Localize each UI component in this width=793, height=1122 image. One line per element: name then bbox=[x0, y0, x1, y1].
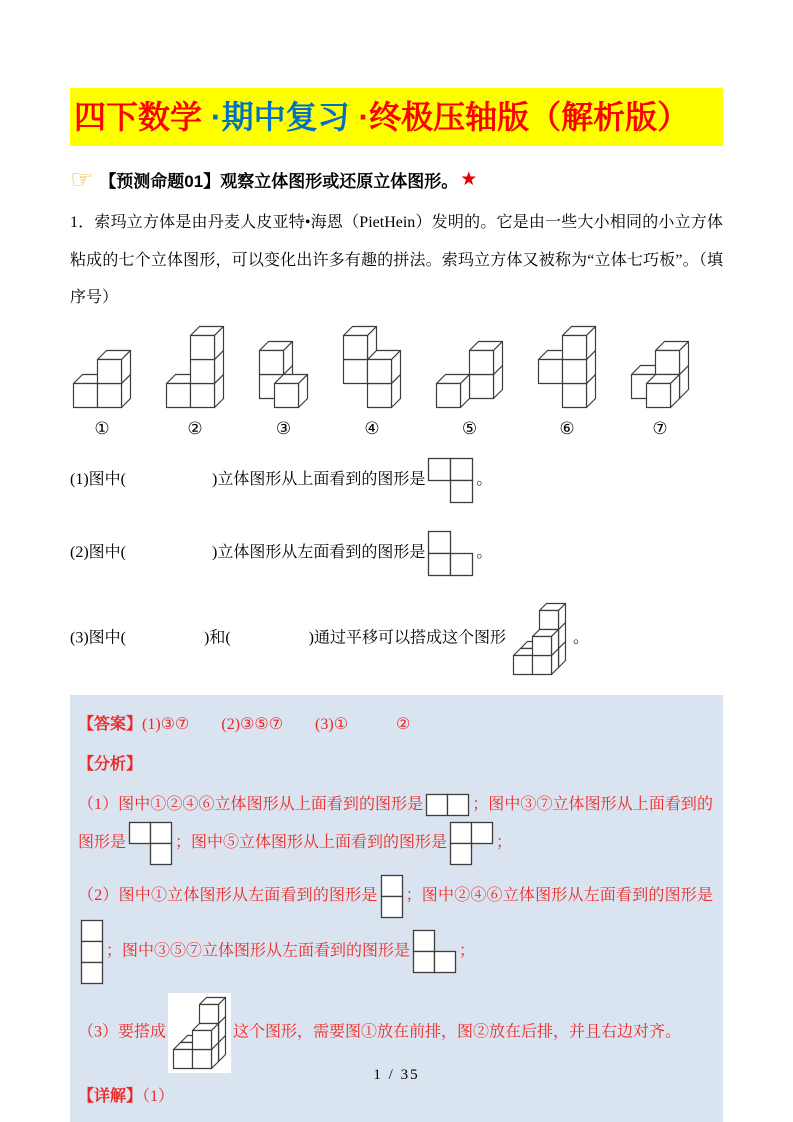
subquestion-text: 。 bbox=[573, 629, 590, 647]
cube-figure-drawing bbox=[342, 325, 402, 414]
cube-figure-1 bbox=[72, 349, 132, 439]
answer-analysis-block bbox=[70, 695, 723, 1122]
analysis-label: 【分析】 bbox=[78, 755, 143, 773]
figure-label: ② bbox=[187, 418, 203, 438]
document-title-banner bbox=[70, 88, 723, 146]
figure-label: ③ bbox=[275, 418, 292, 438]
analysis-text: ；图中⑤立体图形从上面看到的图形是 bbox=[175, 833, 448, 851]
subquestion-text: )立体图形从上面看到的图形是 bbox=[212, 470, 426, 488]
subquestion-text: 。 bbox=[476, 543, 493, 561]
subquestion-text: 。 bbox=[476, 470, 493, 488]
top-view-shape-a bbox=[425, 793, 470, 817]
figure-label: ⑥ bbox=[559, 418, 575, 438]
staircase-figure bbox=[168, 993, 231, 1073]
subquestion-text: )和( bbox=[204, 629, 231, 647]
top-view-shape-b bbox=[128, 821, 173, 866]
analysis-text: 这个图形，需要图①放在前排，图②放在后排，并且右边对齐。 bbox=[233, 1023, 682, 1041]
answer-line bbox=[78, 709, 713, 741]
analysis-text: ；图中③⑤⑦立体图形从左面看到的图形是 bbox=[106, 942, 411, 960]
topic-title: 【预测命题01】观察立体图形或还原立体图形。 bbox=[99, 171, 459, 191]
analysis-paragraph-3 bbox=[78, 993, 713, 1073]
cube-figure-4 bbox=[342, 325, 402, 439]
subquestion-text: (3)图中( bbox=[70, 629, 126, 647]
cube-figure-drawing bbox=[165, 325, 225, 414]
page-content bbox=[70, 88, 723, 1122]
cube-figure-drawing bbox=[435, 340, 504, 414]
subquestion-1 bbox=[70, 457, 723, 504]
cube-figure-7 bbox=[630, 340, 690, 439]
analysis-label-line bbox=[78, 749, 713, 781]
cube-figure-drawing bbox=[630, 340, 690, 414]
figure-label: ⑤ bbox=[461, 418, 478, 438]
left-view-shape-f bbox=[412, 929, 457, 974]
star-icon: ★ bbox=[460, 168, 478, 190]
cube-figure-drawing bbox=[72, 349, 132, 414]
cube-figure-3 bbox=[258, 340, 309, 439]
page-footer bbox=[0, 1067, 793, 1084]
analysis-text: （1）图中①②④⑥立体图形从上面看到的图形是 bbox=[78, 795, 424, 813]
answer-label: 【答案】 bbox=[78, 715, 143, 733]
detail-label: 【详解】 bbox=[78, 1087, 143, 1105]
question-text: 1．索玛立方体是由丹麦人皮亚特•海恩（PietHein）发明的。它是由一些大小相同的小立方体粘成的七个立体图形，可以变化出许多有趣的拼法。索玛立方体又被称为“立体七巧板”。（填序号） bbox=[70, 214, 723, 307]
soma-figures-row bbox=[72, 325, 723, 439]
cube-figure-6 bbox=[537, 325, 597, 439]
subquestion-text: )通过平移可以搭成这个图形 bbox=[308, 629, 507, 647]
top-view-shape-c bbox=[449, 821, 494, 866]
subquestion-text: (1)图中( bbox=[70, 470, 126, 488]
figure-label: ⑦ bbox=[652, 418, 668, 438]
title-part-exam: ·期中复习 bbox=[202, 99, 350, 135]
staircase-figure bbox=[508, 599, 571, 679]
pointing-finger-icon: ☞ bbox=[70, 164, 94, 194]
answer-values: (1)③⑦ (2)③⑤⑦ (3)① ② bbox=[142, 715, 411, 733]
detail-text: （1） bbox=[142, 1087, 175, 1105]
analysis-text: （3）要搭成 bbox=[78, 1023, 167, 1041]
analysis-paragraph-2 bbox=[78, 874, 713, 985]
title-part-edition: ·终极压轴版（解析版） bbox=[349, 99, 690, 135]
analysis-text: ； bbox=[459, 942, 476, 960]
cube-figure-drawing bbox=[258, 340, 309, 414]
left-view-shape-e bbox=[80, 919, 104, 985]
analysis-text: ；图中③⑦立体图形从上面看到的图形是 bbox=[78, 795, 713, 851]
cube-figure-drawing bbox=[537, 325, 597, 414]
analysis-text: （2）图中①立体图形从左面看到的图形是 bbox=[78, 886, 378, 904]
topic-header bbox=[70, 166, 723, 192]
total-pages: 35 bbox=[400, 1067, 420, 1083]
analysis-text: ；图中②④⑥立体图形从左面看到的图形是 bbox=[405, 886, 713, 904]
figure-label: ① bbox=[94, 418, 110, 438]
current-page-number: 1 bbox=[373, 1067, 383, 1083]
figure-label: ④ bbox=[364, 418, 380, 438]
cube-figure-2 bbox=[165, 325, 225, 439]
title-part-subject: 四下数学 bbox=[74, 99, 203, 135]
analysis-text: ； bbox=[496, 833, 513, 851]
cube-figure-5 bbox=[435, 340, 504, 439]
page-separator: / bbox=[388, 1067, 395, 1083]
analysis-paragraph-1 bbox=[78, 789, 713, 866]
left-view-shape-d bbox=[380, 874, 404, 919]
subquestion-2 bbox=[70, 530, 723, 577]
top-view-shape bbox=[427, 457, 474, 504]
subquestion-text: )立体图形从左面看到的图形是 bbox=[212, 543, 426, 561]
left-view-shape bbox=[427, 530, 474, 577]
subquestion-3 bbox=[70, 599, 723, 679]
detail-line bbox=[78, 1081, 713, 1113]
subquestion-text: (2)图中( bbox=[70, 543, 126, 561]
